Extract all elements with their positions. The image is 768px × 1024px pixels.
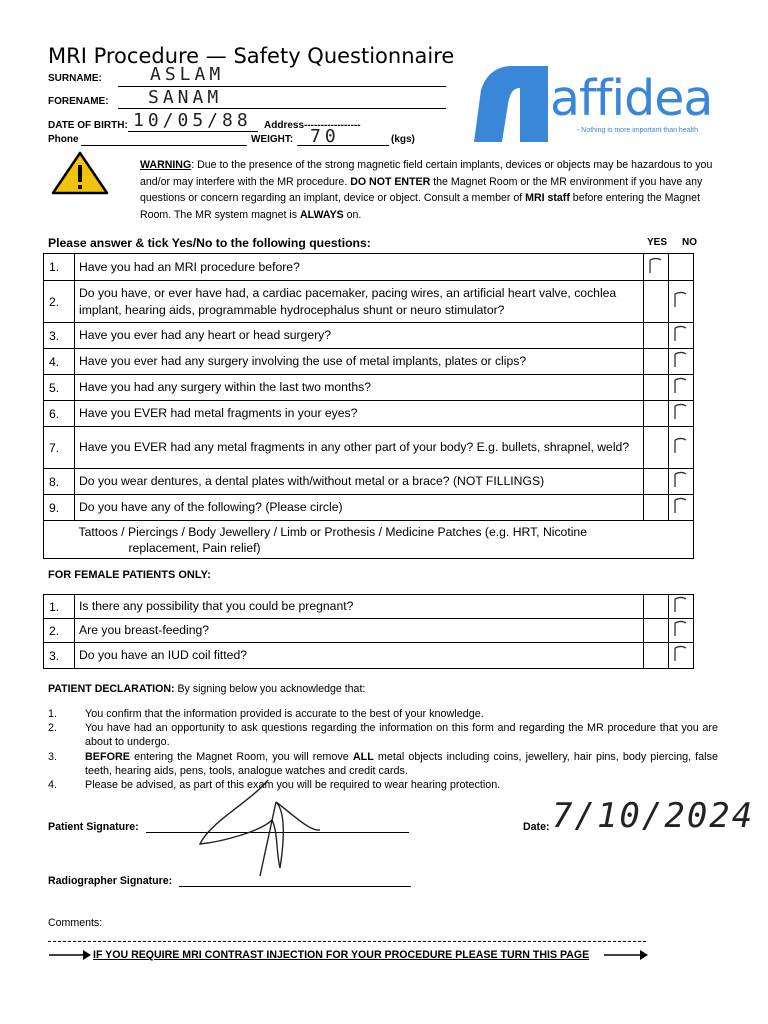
warning-triangle-icon [51,151,109,195]
item-text: You have had an opportunity to ask questions regarding the information on this form and regarding the MR procedure that you are about to undergo. [85,722,718,749]
question-row-6 [44,401,694,427]
question-text: Have you EVER had any metal fragments in any other part of your body? E.g. bullets, shrapnel, weld? [75,427,644,469]
question-text: Do you have any of the following? (Please circle) [75,495,644,521]
warning-heading: WARNING [140,159,192,171]
affidea-logo-mark [472,64,552,144]
no-column-label: NO [682,237,697,248]
question-number: 1. [44,254,75,281]
tick-mark [669,470,693,493]
question-row-4 [44,349,694,375]
declaration-intro [48,683,365,695]
yes-checkbox[interactable] [644,643,669,669]
yes-checkbox[interactable] [644,495,669,521]
arrow-right-icon [604,949,648,961]
item-number: 4. [48,779,58,792]
question-row-7 [44,427,694,469]
question-number: 2. [44,619,75,643]
no-checkbox[interactable] [669,254,694,281]
no-checkbox[interactable] [669,323,694,349]
yes-checkbox[interactable] [644,323,669,349]
item-number: 1. [48,708,58,720]
question-row-9 [44,495,694,521]
item-bold-all: ALL [352,750,374,763]
warning-part-2: the Magnet Room or the MR environment if you have any questions or concern regarding an implant, device or object. Consult a member of [140,175,703,204]
affidea-logo-text: affidea [550,70,713,127]
comments-label: Comments: [48,917,103,929]
phone-label: Phone [48,134,79,145]
question-number: 7. [44,427,75,469]
form-title: MRI Procedure — Safety Questionnaire [48,44,455,68]
arrow-right-icon [49,949,91,961]
yes-checkbox[interactable] [644,427,669,469]
no-checkbox[interactable] [669,281,694,323]
no-checkbox[interactable] [669,495,694,521]
item-number: 2. [48,722,58,735]
question-text: Have you EVER had metal fragments in your eyes? [75,401,644,427]
question-row-2 [44,281,694,323]
options-spacer [44,521,75,559]
tick-mark [669,402,693,425]
tick-mark [669,376,693,399]
warning-bold-3: ALWAYS [299,208,344,221]
surname-label: SURNAME: [48,73,102,84]
patient-signature-label: Patient Signature: [48,821,139,833]
question-number: 3. [44,643,75,669]
female-question-row-3 [44,643,694,669]
question-number: 8. [44,469,75,495]
phone-line [81,145,247,146]
female-question-row-2 [44,619,694,643]
question-number: 4. [44,349,75,375]
question-number: 3. [44,323,75,349]
warning-part-3: before entering the Magnet Room. The MR system magnet is [140,192,701,221]
declaration-intro-text: By signing below you acknowledge that: [174,683,366,695]
q9-options [75,521,694,559]
warning-part-1: : Due to the presence of the strong magnetic field certain implants, devices or objects may be hazardous to you and/or may interfere with the MR procedure. [140,159,713,188]
question-row-8 [44,469,694,495]
no-checkbox[interactable] [669,469,694,495]
question-text: Do you have, or ever have had, a cardiac pacemaker, pacing wires, an artificial heart valve, cochlea implant, hearing aids, programmable hydrocephalus shunt or neuro stimulator? [75,281,644,323]
declaration-item [48,707,718,721]
question-text: Have you ever had any surgery involving the use of metal implants, plates or clips? [75,349,644,375]
yes-column-label: YES [647,237,668,248]
dob-label: DATE OF BIRTH: [48,120,128,131]
no-checkbox[interactable] [669,643,694,669]
yes-checkbox[interactable] [644,619,669,643]
yes-checkbox[interactable] [644,281,669,323]
warning-bold-1: DO NOT ENTER [350,175,431,188]
no-checkbox[interactable] [669,619,694,643]
no-checkbox[interactable] [669,349,694,375]
questions-heading: Please answer & tick Yes/No to the following questions: [48,236,371,250]
female-question-row-1 [44,595,694,619]
no-checkbox[interactable] [669,375,694,401]
declaration-heading: PATIENT DECLARATION: [48,683,175,695]
tick-mark [669,496,693,519]
question-text: Are you breast-feeding? [75,619,644,643]
yes-checkbox[interactable] [644,595,669,619]
question-number: 9. [44,495,75,521]
question-text: Do you have an IUD coil fitted? [75,643,644,669]
yes-checkbox[interactable] [644,349,669,375]
address-label: Address----------------- [264,120,361,131]
question-number: 5. [44,375,75,401]
contrast-notice: IF YOU REQUIRE MRI CONTRAST INJECTION FOR YOUR PROCEDURE PLEASE TURN THIS PAGE [93,949,590,961]
tick-mark [669,324,693,347]
warning-bold-2: MRI staff [525,192,570,204]
question-number: 6. [44,401,75,427]
yes-checkbox[interactable] [644,401,669,427]
date-label: Date: [523,821,550,833]
item-text: Please be advised, as part of this exam you will be required to wear hearing protection. [85,779,501,792]
surname-field[interactable]: ASLAM [150,64,225,85]
question-row-5 [44,375,694,401]
yes-checkbox[interactable] [644,254,669,281]
comments-line[interactable] [48,941,646,942]
question-9-options-row [44,521,694,559]
questions-table [43,253,694,559]
question-text: Is there any possibility that you could be pregnant? [75,595,644,619]
warning-part-4: on. [343,208,362,221]
tick-mark [669,619,693,642]
patient-signature-scribble [180,772,330,882]
tick-mark [669,595,693,618]
declaration-item [48,750,718,778]
tick-mark [669,436,693,459]
item-bold-before: BEFORE [85,750,130,763]
q9-options-text: Tattoos / Piercings / Body Jewellery / Limb or Prothesis / Medicine Patches (e.g. HRT, Nicotine replacement, Pain relief) [78,524,587,555]
question-text: Have you had an MRI procedure before? [75,254,644,281]
item-text-part: entering the Magnet Room, you will remove [130,750,353,763]
warning-text [140,157,718,223]
dob-field[interactable]: 10/05/88 [133,110,252,131]
forename-field[interactable]: SANAM [148,87,223,108]
tick-mark [644,256,668,279]
weight-label: WEIGHT: [251,134,294,145]
no-checkbox[interactable] [669,401,694,427]
question-number: 1. [44,595,75,619]
yes-checkbox[interactable] [644,375,669,401]
female-questions-table [43,594,694,669]
item-number: 3. [48,750,58,763]
dob-line [128,131,258,132]
question-number: 2. [44,281,75,323]
weight-field[interactable]: 70 [310,126,340,147]
logo-tagline: - Nothing is more important than health [577,127,699,134]
no-checkbox[interactable] [669,595,694,619]
question-row-3 [44,323,694,349]
declaration-item [48,721,718,749]
radiographer-signature-label: Radiographer Signature: [48,875,173,887]
tick-mark [669,290,693,313]
item-text-rest: metal objects including coins, jewellery, hair pins, body piercing, false teeth, hearing aids, pens, tools, analogue watches and credit cards. [85,750,718,777]
yes-checkbox[interactable] [644,469,669,495]
no-checkbox[interactable] [669,427,694,469]
female-heading: FOR FEMALE PATIENTS ONLY: [48,569,211,581]
date-field[interactable]: 7/10/2024 [552,796,755,836]
question-row-1 [44,254,694,281]
question-text: Have you had any surgery within the last two months? [75,375,644,401]
weight-unit: (kgs) [391,134,415,145]
radiographer-signature-line[interactable] [179,886,411,887]
declaration-list [48,707,718,792]
declaration-item [48,778,718,792]
item-text: You confirm that the information provided is accurate to the best of your knowledge. [85,708,484,720]
forename-line [118,108,446,109]
question-text: Do you wear dentures, a dental plates with/without metal or a brace? (NOT FILLINGS) [75,469,644,495]
question-text: Have you ever had any heart or head surgery? [75,323,644,349]
tick-mark [669,350,693,373]
tick-mark [669,644,693,667]
forename-label: FORENAME: [48,96,109,107]
